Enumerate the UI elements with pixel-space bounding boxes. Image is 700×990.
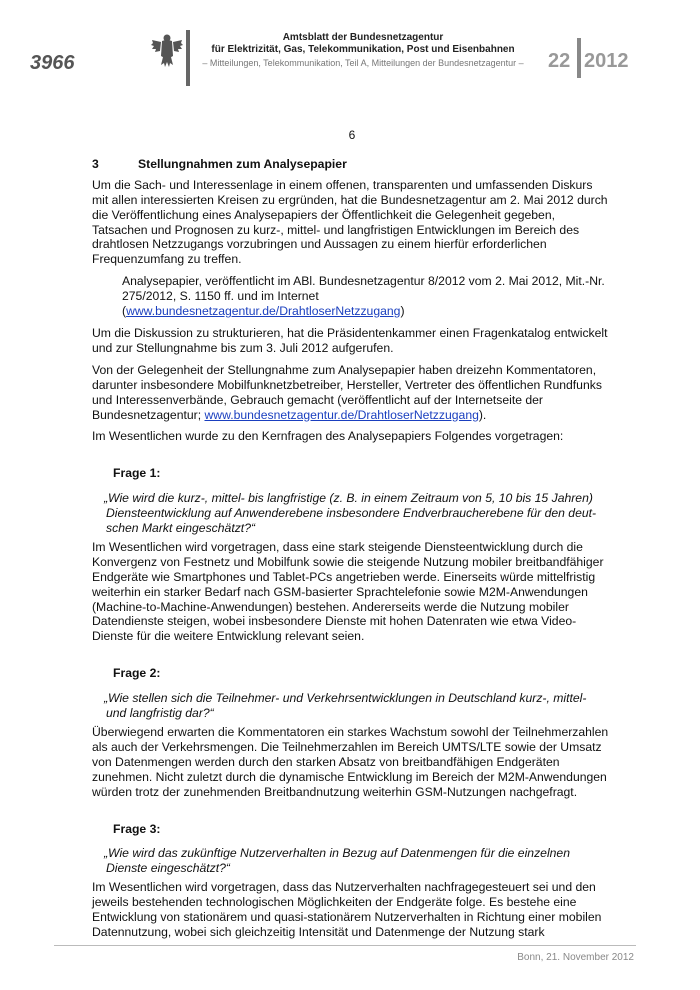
question-3-line: Dienste eingeschätzt?“ (106, 861, 230, 876)
question-1-line: „Wie wird die kurz-, mittel- bis langfristige (z. B. in einem Zeitraum von 5, 10 bis 15 Jahren) (104, 491, 593, 506)
publication-title (190, 32, 536, 56)
commentators-text: Von der Gelegenheit der Stellungnahme zum Analysepapier haben dreizehn Kommentatoren, darunter insbesondere Mobilfunknetzbetreiber, Hersteller, Vertreter des öffentlichen Rundfunks und Interessenverbände, Gebrauch gemacht (veröffentlicht auf der Internetseite der Bundesnetzagentur; (92, 362, 602, 422)
question-1-line: Diensteentwicklung auf Anwenderebene insbesondere Endverbraucherebene für den deut- (106, 506, 597, 521)
federal-eagle-icon (150, 32, 184, 70)
publication-subtitle: – Mitteilungen, Telekommunikation, Teil A, Mitteilungen der Bundesnetzagentur – (202, 58, 524, 68)
section-heading (92, 157, 612, 172)
paragraph-structure: Um die Diskussion zu strukturieren, hat die Präsidentenkammer einen Fragenkatalog entwickelt und zur Stellungnahme bis zum 3. Juli 2012 aufgerufen. (92, 325, 608, 355)
footer-divider (54, 945, 636, 946)
question-3-label: Frage 3: (113, 821, 161, 836)
paragraph-summary: Im Wesentlichen wurde zu den Kernfragen des Analysepapiers Folgendes vorgetragen: (92, 429, 564, 444)
publication-title-line2: für Elektrizität, Gas, Telekommunikation, Post und Eisenbahnen (211, 44, 515, 55)
question-3-line: „Wie wird das zukünftige Nutzerverhalten in Bezug auf Datenmengen für die einzelnen (104, 846, 570, 861)
section-number: 3 (92, 156, 99, 171)
commentators-link[interactable]: www.bundesnetzagentur.de/DrahtloserNetzzugang (204, 407, 479, 422)
reference-block (92, 274, 612, 319)
paragraph-commentators (92, 363, 612, 423)
internal-page-number: 6 (348, 128, 356, 142)
publication-title-line1: Amtsblatt der Bundesnetzagentur (282, 32, 444, 43)
reference-link[interactable]: www.bundesnetzagentur.de/DrahtloserNetzzugang (126, 304, 401, 319)
question-3-text (92, 846, 612, 876)
question-1-answer: Im Wesentlichen wird vorgetragen, dass eine stark steigende Diensteentwicklung durch die Konvergenz von Festnetz und Mobilfunk sowie die steigende Nutzung mobiler breitbandfähiger Endgeräte wie Smartphones und Tablet-PCs angetrieben werde. Einerseits würde mittelfristig weiterhin ein starker Bedarf nach GSM-basierter Sprachtelefonie sowie M2M-Anwendungen (Machine-to-Machine-Anwendungen) bestehen. Andererseits werde die Nutzung mobiler Datendienste steigen, wobei insbesondere Dienste mit hohen Datenraten wie etwa Video-Dienste für die weitere Entwicklung relevant seien. (92, 539, 604, 644)
question-3-answer: Im Wesentlichen wird vorgetragen, dass das Nutzerverhalten nachfragegesteuert sei und den jeweils bestehenden technologischen Möglichkeiten der Endgeräte folge. Es bestehe eine Entwicklung von stationärem und quasi-stationärem Nutzerverhalten in Richtung einer mobilen Datennutzung, wobei sich gleichzeitig Intensität und Datenmenge der Nutzung stark (92, 880, 602, 939)
question-2-label: Frage 2: (113, 666, 161, 681)
issue-number: 22 (548, 50, 571, 72)
reference-text: Analysepapier, veröffentlicht im ABl. Bundesnetzagentur 8/2012 vom 2. Mai 2012, Mit.-Nr. 275/2012, S. 1150 ff. und im Internet (122, 274, 605, 304)
question-1-text (92, 491, 612, 536)
issue-year: 2012 (584, 50, 629, 72)
footer-date: Bonn, 21. November 2012 (517, 952, 634, 963)
document-body (92, 128, 612, 947)
issue-divider (577, 38, 581, 78)
question-1-label: Frage 1: (113, 466, 161, 481)
reference-close-paren: ) (400, 304, 405, 319)
commentators-end: ). (478, 407, 487, 422)
question-2-line: „Wie stellen sich die Teilnehmer- und Verkehrsentwicklungen in Deutschland kurz-, mittel- (104, 691, 587, 706)
question-2-text (92, 691, 612, 721)
question-2-line: und langfristig dar?“ (106, 706, 214, 721)
question-1-line: schen Markt eingeschätzt?“ (106, 521, 256, 536)
section-title: Stellungnahmen zum Analysepapier (138, 156, 347, 171)
page-number: 3966 (30, 52, 75, 74)
reference-open-paren: ( (122, 304, 127, 319)
paragraph-intro: Um die Sach- und Interessenlage in einem offenen, transparenten und umfassenden Diskurs mit allen interessierten Kreisen zu ergründen, hat die Bundesnetzagentur am 2. Mai 2012 durch die Veröffentlichung eines Analysepapiers der Öffentlichkeit die Gelegenheit gegeben, Tatsachen und Prognosen zu kurz-, mittel- und langfristigen Entwicklungen im Bereich des drahtlosen Netzzugangs vorzubringen und Aussagen zu einem hierfür erforderlichen Frequenzumfang zu treffen. (92, 177, 608, 267)
question-2-answer: Überwiegend erwarten die Kommentatoren ein starkes Wachstum sowohl der Teilnehmerzahlen als auch der Verkehrsmengen. Die Teilnehmerzahlen im Bereich UMTS/LTE sowie der Umsatz von Datenmengen werden durch den starken Absatz von breitbandfähigen Endgeräten zunehmen. Nicht zuletzt durch die dynamische Entwicklung im Bereich der M2M-Anwendungen würden trotz der zunehmenden Breitbandnutzung weiterhin GSM-Nutzungen nachgefragt. (92, 725, 609, 799)
